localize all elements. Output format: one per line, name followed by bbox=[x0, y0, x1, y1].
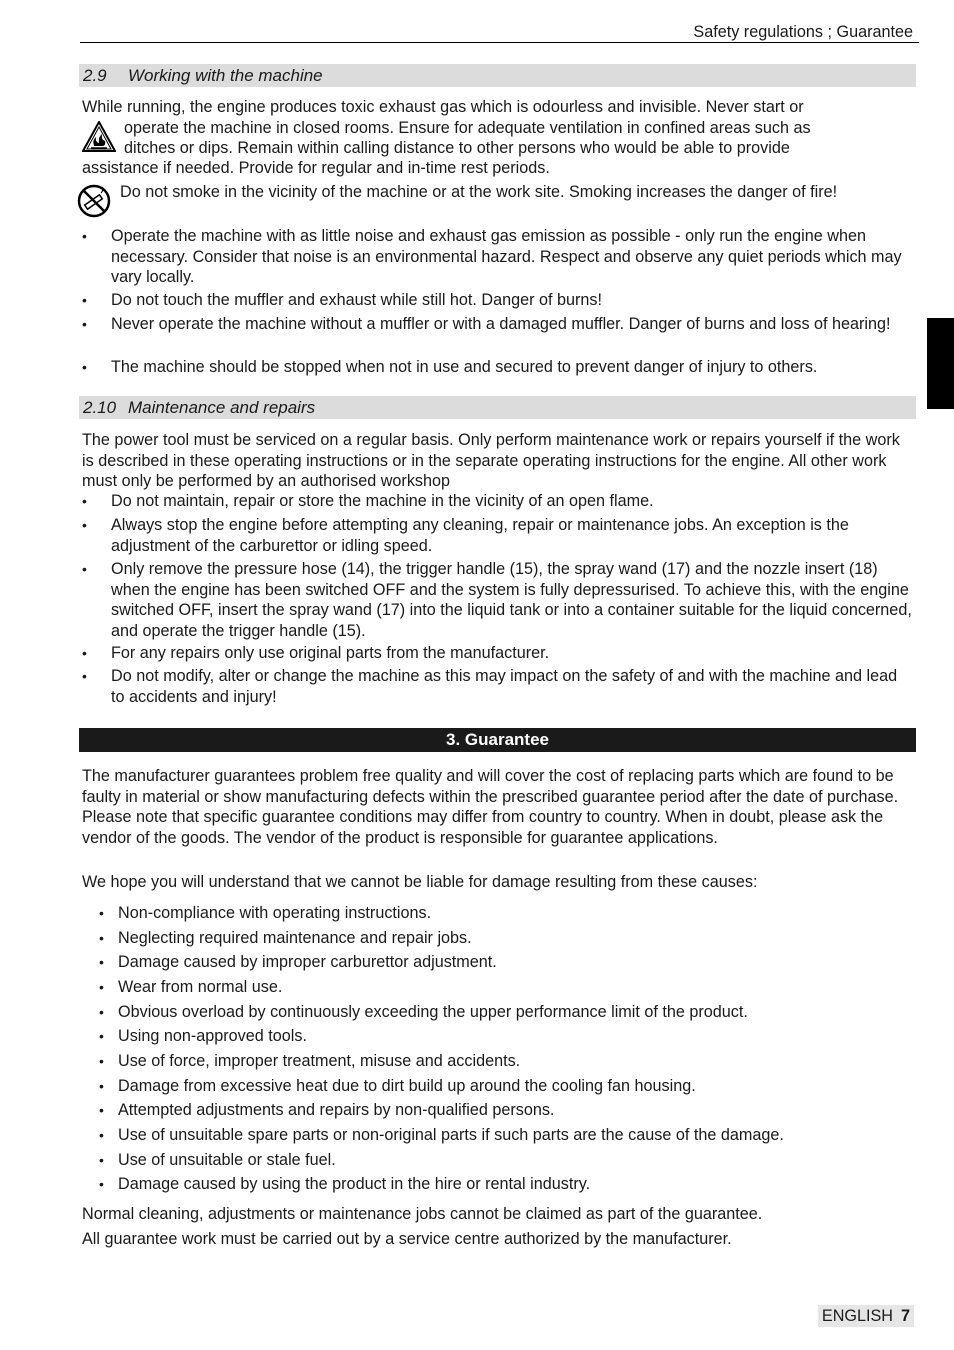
section-number: 2.9 bbox=[83, 66, 107, 85]
warning-text-line: ditches or dips. Remain within calling distance to other persons who would be able to provide bbox=[124, 139, 790, 157]
list-item-text: Damage caused by using the product in the hire or rental industry. bbox=[118, 1175, 591, 1193]
bullet-dot: • bbox=[99, 1176, 104, 1192]
list-item-text: Do not maintain, repair or store the machine in the vicinity of an open flame. bbox=[111, 492, 654, 510]
section-heading-2-9 bbox=[79, 64, 916, 87]
list-item bbox=[82, 314, 912, 355]
running-header: Safety regulations ; Guarantee bbox=[693, 23, 913, 41]
bullet-dot: • bbox=[82, 316, 87, 332]
list-item-text: Only remove the pressure hose (14), the trigger handle (15), the spray wand (17) and the nozzle insert (18) when the engine has been switched OFF and the system is fully depressurised. To achieve this, with the engine switched OFF, insert the spray wand (17) into the liquid tank or into a container suitable for the liquid concerned, and operate the trigger handle (15). bbox=[111, 560, 912, 640]
bullet-dot: • bbox=[82, 645, 87, 661]
no-smoking-text: Do not smoke in the vicinity of the machine or at the work site. Smoking increases the danger of fire! bbox=[120, 183, 838, 201]
liability-intro: We hope you will understand that we cannot be liable for damage resulting from these causes: bbox=[82, 873, 758, 891]
bullet-dot: • bbox=[82, 493, 87, 509]
maintenance-intro: The power tool must be serviced on a regular basis. Only perform maintenance work or repairs yourself if the work is described in these operating instructions or in the separate operating instructions for the engine. All other work must only be performed by an authorised workshop bbox=[82, 431, 900, 490]
section-number: 2.10 bbox=[83, 398, 117, 417]
bullet-dot: • bbox=[99, 1078, 104, 1094]
page-number: 7 bbox=[900, 1307, 910, 1325]
guarantee-closing: All guarantee work must be carried out by a service centre authorized by the manufacturer. bbox=[82, 1230, 732, 1248]
footer-language: ENGLISH bbox=[821, 1307, 893, 1325]
list-item-text: Using non-approved tools. bbox=[118, 1027, 307, 1045]
list-item-text: Use of force, improper treatment, misuse and accidents. bbox=[118, 1052, 521, 1070]
list-item-text: Use of unsuitable spare parts or non-original parts if such parts are the cause of the damage. bbox=[118, 1126, 784, 1144]
bullet-dot: • bbox=[99, 979, 104, 995]
list-item-text: Neglecting required maintenance and repair jobs. bbox=[118, 929, 472, 947]
list-item bbox=[82, 491, 912, 512]
bullet-dot: • bbox=[99, 1053, 104, 1069]
guarantee-closing: Normal cleaning, adjustments or maintenance jobs cannot be claimed as part of the guarantee. bbox=[82, 1205, 763, 1223]
list-item bbox=[82, 515, 912, 556]
section-title: Working with the machine bbox=[128, 66, 323, 85]
bullet-dot: • bbox=[99, 930, 104, 946]
bullet-dot: • bbox=[99, 1127, 104, 1143]
bullet-dot: • bbox=[82, 292, 87, 308]
bullet-dot: • bbox=[82, 517, 87, 533]
no-smoking-icon bbox=[77, 184, 111, 218]
list-item-text: Obvious overload by continuously exceeding the upper performance limit of the product. bbox=[118, 1003, 748, 1021]
bullet-dot: • bbox=[99, 1102, 104, 1118]
bullet-dot: • bbox=[99, 1028, 104, 1044]
list-item-text: Non-compliance with operating instructions. bbox=[118, 904, 432, 922]
bullet-dot: • bbox=[99, 1152, 104, 1168]
page-footer bbox=[818, 1305, 914, 1327]
bullet-dot: • bbox=[82, 668, 87, 684]
header-rule bbox=[80, 42, 919, 43]
list-item bbox=[82, 290, 912, 311]
list-item-text: Operate the machine with as little noise and exhaust gas emission as possible - only run the engine when necessary. Consider that noise is an environmental hazard. Respect and observe any quiet periods which may vary locally. bbox=[111, 227, 902, 286]
list-item-text: Damage from excessive heat due to dirt build up around the cooling fan housing. bbox=[118, 1077, 696, 1095]
bullet-dot: • bbox=[99, 954, 104, 970]
list-item-text: Wear from normal use. bbox=[118, 978, 283, 996]
section-title: Maintenance and repairs bbox=[128, 398, 316, 417]
list-item bbox=[82, 357, 912, 378]
list-item-text: For any repairs only use original parts from the manufacturer. bbox=[111, 644, 550, 662]
list-item-text: Do not touch the muffler and exhaust while still hot. Danger of burns! bbox=[111, 291, 602, 309]
toxic-gas-warning-icon bbox=[82, 121, 116, 152]
list-item-text: Damage caused by improper carburettor adjustment. bbox=[118, 953, 497, 971]
list-item bbox=[82, 559, 912, 641]
section-heading-2-10 bbox=[79, 396, 916, 419]
bullet-dot: • bbox=[82, 561, 87, 577]
list-item-text: Always stop the engine before attempting any cleaning, repair or maintenance jobs. An exception is the adjustment of the carburettor or idling speed. bbox=[111, 516, 849, 555]
list-item bbox=[82, 643, 912, 664]
list-item-text: Use of unsuitable or stale fuel. bbox=[118, 1151, 336, 1169]
bullet-dot: • bbox=[99, 1004, 104, 1020]
warning-text-line: While running, the engine produces toxic exhaust gas which is odourless and invisible. Never start or bbox=[82, 98, 804, 116]
guarantee-intro: The manufacturer guarantees problem free quality and will cover the cost of replacing parts which are found to be faulty in material or show manufacturing defects within the prescribed guarantee period after the date of purchase. Please note that specific guarantee conditions may differ from country to country. When in doubt, please ask the vendor of the goods. The vendor of the product is responsible for guarantee applications. bbox=[82, 767, 899, 847]
list-item bbox=[82, 226, 912, 288]
list-item-text: Do not modify, alter or change the machine as this may impact on the safety of and with the machine and lead to accidents and injury! bbox=[111, 667, 898, 706]
list-item bbox=[82, 666, 912, 707]
bullet-dot: • bbox=[82, 359, 87, 375]
warning-text-line: assistance if needed. Provide for regular and in-time rest periods. bbox=[82, 159, 550, 177]
bullet-dot: • bbox=[82, 228, 87, 244]
language-thumb-tab bbox=[927, 318, 954, 409]
list-item-text: Attempted adjustments and repairs by non-qualified persons. bbox=[118, 1101, 555, 1119]
bullet-dot: • bbox=[99, 905, 104, 921]
list-item-text: The machine should be stopped when not in use and secured to prevent danger of injury to others. bbox=[111, 358, 818, 376]
warning-text-line: operate the machine in closed rooms. Ensure for adequate ventilation in confined areas such as bbox=[124, 119, 811, 137]
list-item-text: Never operate the machine without a muffler or with a damaged muffler. Danger of burns and loss of hearing! bbox=[111, 315, 891, 333]
guarantee-heading: 3. Guarantee bbox=[79, 728, 916, 752]
